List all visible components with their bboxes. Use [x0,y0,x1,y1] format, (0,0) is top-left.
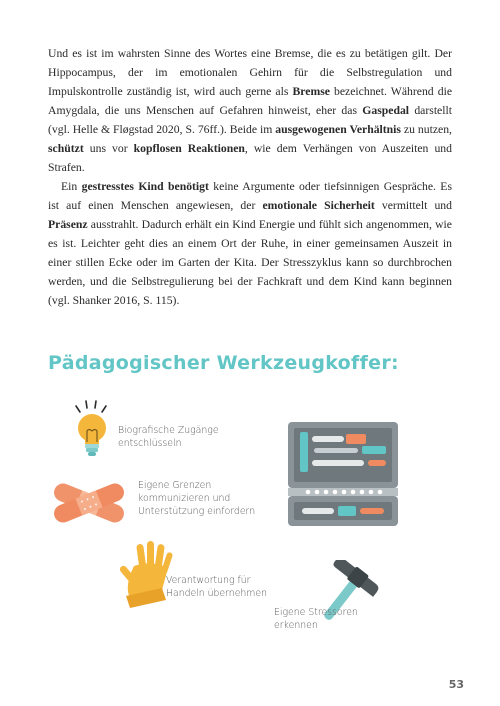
toolbox-icon [284,420,402,538]
bold-term: emotionale Sicherheit [262,199,375,212]
bold-term: gestresstes Kind benötigt [81,180,209,193]
bold-term: Bremse [292,85,330,98]
caption-hammer: Eigene Stressoren erkennen [274,607,358,631]
paragraph-1: Und es ist im wahrsten Sinne des Wortes eine Bremse, die es zu betätigen gilt. Der Hippocampus, der im emotionalen Gehirn für die Selbstregulation und Impulskontrolle zuständig ist, wird auch gerne als Bremse bezeichnet. Während die Amygdala, die uns Menschen auf Gefahren hinweist, eher das Gaspedal darstellt (vgl. Helle & Fløgstad 2020, S. 76ff.). Beide im ausgewogenen Verhältnis zu nutzen, schützt uns vor kopflosen Reaktionen, wie dem Verhängen von Auszeiten und Strafen. [48,47,452,174]
section-title: Pädagogischer Werkzeugkoffer: [48,352,399,374]
bold-term: Gaspedal [362,104,410,117]
lightbulb-icon [66,400,118,462]
caption-glove: Verantwortung für Handeln übernehmen [166,575,267,599]
bold-term: Präsenz [48,218,88,231]
body-text [48,44,452,310]
page-number: 53 [448,678,464,691]
crossed-bandage-icon [44,478,134,528]
bold-term: kopflosen Reaktionen [133,142,245,155]
paragraph-2: Ein gestresstes Kind benötigt keine Argumente oder tiefsinnigen Gespräche. Es ist auf einen Menschen angewiesen, der emotionale Sicherheit vermittelt und Präsenz ausstrahlt. Dadurch erhält ein Kind Energie und fühlt sich angenommen, wie es ist. Leichter geht dies an einem Ort der Ruhe, in einer gemeinsamen Auszeit in einer stillen Ecke oder im Garten der Kita. Der Stresszyklus kann so durchbrochen werden, und die Selbstregulierung bei der Fachkraft und dem Kind kann beginnen (vgl. Shanker 2016, S. 115). [48,180,452,307]
caption-bandage: Eigene Grenzen kommunizieren und Unterstützung einfordern [138,480,256,517]
caption-lightbulb: Biografische Zugänge entschlüsseln [118,425,219,449]
bold-term: ausgewogenen Verhältnis [275,123,401,136]
bold-term: schützt [48,142,84,155]
